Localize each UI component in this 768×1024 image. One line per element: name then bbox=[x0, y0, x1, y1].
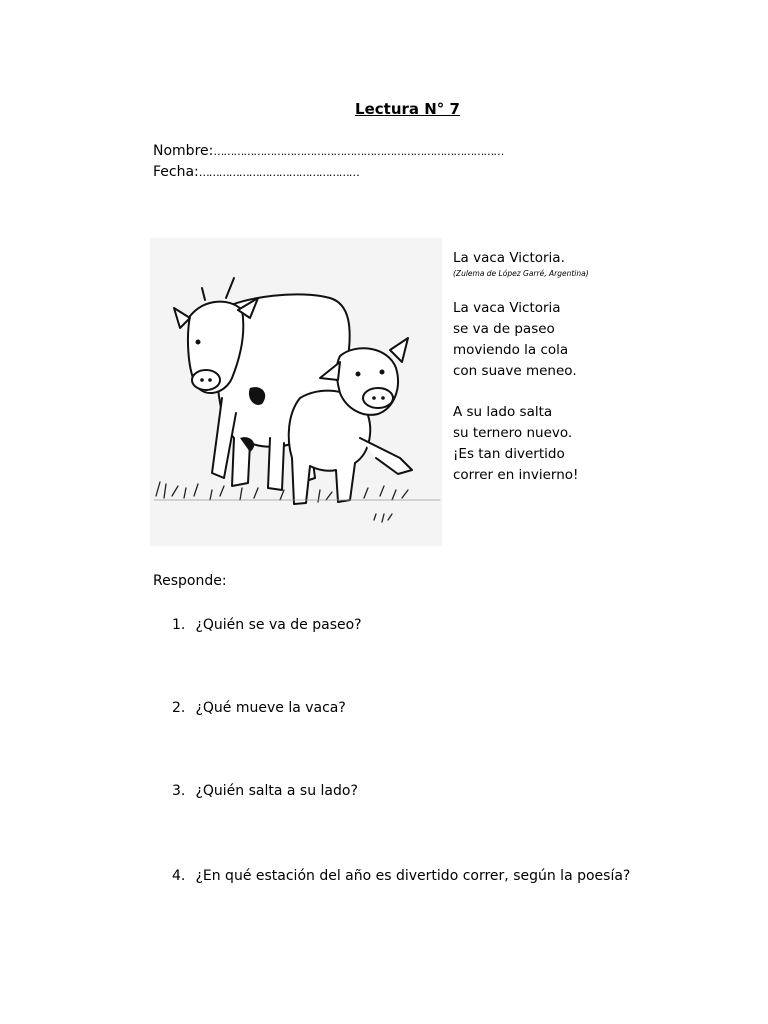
poem-line: su ternero nuevo. bbox=[453, 425, 573, 441]
poem-author: (Zulema de López Garré, Argentina) bbox=[453, 269, 589, 278]
poem-line: La vaca Victoria bbox=[453, 300, 561, 316]
poem-line: moviendo la cola bbox=[453, 342, 569, 358]
question-number: 4. bbox=[172, 868, 186, 884]
date-label: Fecha: bbox=[153, 164, 199, 180]
question-2 bbox=[172, 700, 346, 716]
cow-leg-back bbox=[268, 438, 284, 490]
question-number: 3. bbox=[172, 783, 186, 799]
page-title: Lectura N° 7 bbox=[355, 100, 460, 118]
poem-line: se va de paseo bbox=[453, 321, 555, 337]
poem-line: correr en invierno! bbox=[453, 467, 579, 483]
question-3 bbox=[172, 783, 358, 799]
question-4 bbox=[172, 868, 630, 884]
question-number: 2. bbox=[172, 700, 186, 716]
question-text: ¿Quién salta a su lado? bbox=[195, 783, 358, 799]
date-field bbox=[153, 164, 359, 180]
poem-line: A su lado salta bbox=[453, 404, 553, 420]
question-text: ¿En qué estación del año es divertido correr, según la poesía? bbox=[195, 868, 631, 884]
question-text: ¿Qué mueve la vaca? bbox=[195, 700, 346, 716]
question-number: 1. bbox=[172, 617, 186, 633]
name-label: Nombre: bbox=[153, 143, 214, 159]
date-blank-line: ………………………………………… bbox=[198, 166, 359, 179]
poem-title: La vaca Victoria. bbox=[453, 250, 565, 266]
responde-heading: Responde: bbox=[153, 573, 227, 589]
name-field bbox=[153, 143, 503, 159]
poem bbox=[453, 248, 589, 486]
cow-and-calf-drawing-icon bbox=[150, 238, 442, 546]
calf-muzzle bbox=[363, 388, 393, 408]
cow-muzzle bbox=[192, 370, 220, 390]
question-1 bbox=[172, 617, 362, 633]
name-blank-line: …………………………………………………………………………… bbox=[213, 145, 504, 158]
poem-line: ¡Es tan divertido bbox=[453, 446, 565, 462]
poem-line: con suave meneo. bbox=[453, 363, 577, 379]
question-text: ¿Quién se va de paseo? bbox=[195, 617, 362, 633]
